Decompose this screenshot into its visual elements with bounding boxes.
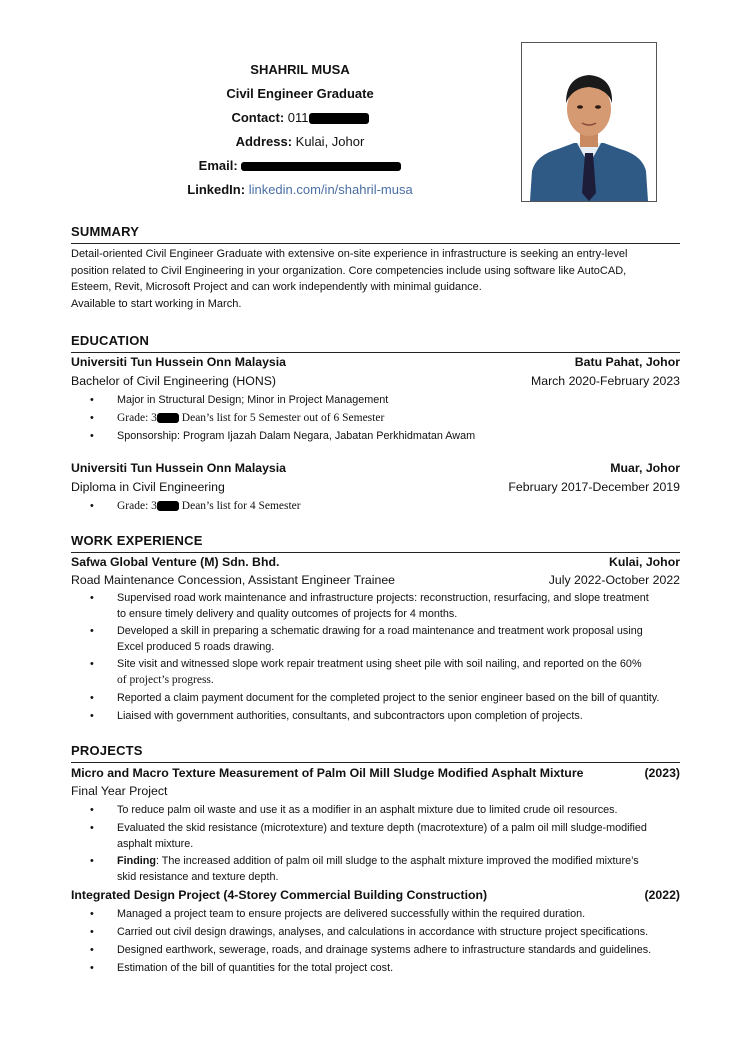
contact-line [0, 110, 600, 125]
list-item: • Developed a skill in preparing a schematic drawing for a road maintenance and treatment work proposal using Excel produced 5 roads drawing. [90, 623, 680, 655]
degree-name: Bachelor of Civil Engineering (HONS) [71, 374, 277, 388]
profile-photo [521, 42, 657, 202]
list-item: • Major in Structural Design; Minor in Project Management [90, 392, 680, 408]
redaction-mark [157, 501, 179, 511]
school-name: Universiti Tun Hussein Onn Malaysia [71, 461, 287, 475]
section-divider [71, 243, 680, 244]
list-item: • Designed earthwork, sewerage, roads, and drainage systems adhere to infrastructure standards and guidelines. [90, 942, 680, 958]
linkedin-link[interactable]: linkedin.com/in/shahril-musa [248, 182, 413, 197]
contact-value: 011 [287, 110, 309, 125]
list-item: • Estimation of the bill of quantities for the total project cost. [90, 960, 680, 976]
project-title: Micro and Macro Texture Measurement of Palm Oil Mill Sludge Modified Asphalt Mixture [71, 766, 584, 780]
contact-label: Contact: [231, 110, 285, 125]
redaction-mark [157, 413, 179, 423]
degree-dates: March 2020-February 2023 [530, 374, 680, 388]
work-entry-role [71, 573, 680, 587]
redaction-mark [309, 113, 369, 124]
section-divider [71, 762, 680, 763]
projects-heading: PROJECTS [71, 743, 143, 758]
linkedin-line [0, 182, 600, 197]
job-role: Road Maintenance Concession, Assistant Engineer Trainee [71, 573, 396, 587]
list-item: • Grade: 3 Dean’s list for 4 Semester [90, 498, 680, 514]
project-subtitle: Final Year Project [71, 784, 168, 798]
list-item: • Evaluated the skid resistance (microtexture) and texture depth (macrotexture) of a palm oil mill sludge-modified asphalt mixture. [90, 820, 680, 852]
grade-label: Grade: 3 [117, 412, 157, 424]
list-item: • Liaised with government authorities, consultants, and subcontractors upon completion of projects. [90, 708, 680, 724]
email-line [0, 158, 600, 173]
list-item: • Reported a claim payment document for the completed project to the senior engineer based on the bill of quantity. [90, 690, 680, 706]
job-dates: July 2022-October 2022 [548, 573, 680, 587]
summary-line: Available to start working in March. [71, 297, 242, 310]
degree-name: Diploma in Civil Engineering [71, 480, 225, 494]
summary-text [71, 246, 680, 312]
company-location: Kulai, Johor [608, 555, 680, 569]
address-label: Address: [235, 134, 293, 149]
list-item: • Managed a project team to ensure projects are delivered successfully within the required duration. [90, 906, 680, 922]
email-label: Email: [198, 158, 238, 173]
work-entry-header [71, 555, 680, 569]
list-item: • Supervised road work maintenance and infrastructure projects: reconstruction, resurfacing, and slope treatment to ensure timely delivery and quality outcomes of projects for 4 months. [90, 590, 680, 622]
address-value: Kulai, Johor [295, 134, 365, 149]
linkedin-label: LinkedIn: [187, 182, 246, 197]
list-item: • To reduce palm oil waste and use it as a modifier in an asphalt mixture due to limited crude oil resources. [90, 802, 680, 818]
project-year: (2022) [644, 888, 680, 902]
candidate-name: SHAHRIL MUSA [250, 62, 350, 77]
list-item: • Finding: The increased addition of palm oil mill sludge to the asphalt mixture improved the modified mixture’s skid resistance and texture depth. [90, 853, 680, 885]
project-year: (2023) [644, 766, 680, 780]
work-heading: WORK EXPERIENCE [71, 533, 203, 548]
education-entry-header [71, 461, 680, 475]
grade-label: Grade: 3 [117, 500, 157, 512]
section-divider [71, 352, 680, 353]
summary-line: Detail-oriented Civil Engineer Graduate with extensive on-site experience in infrastructure is seeking an entry-level [71, 248, 628, 260]
project-subtitle-row [71, 784, 680, 798]
summary-line: Esteem, Revit, Microsoft Project and can work independently with minimal guidance. [71, 281, 482, 293]
project-title: Integrated Design Project (4-Storey Commercial Building Construction) [71, 888, 488, 902]
summary-heading: SUMMARY [71, 224, 140, 239]
redaction-mark [241, 162, 401, 171]
list-item: • Carried out civil design drawings, analyses, and calculations in accordance with structure project specifications. [90, 924, 680, 940]
education-entry-degree [71, 374, 680, 388]
company-name: Safwa Global Venture (M) Sdn. Bhd. [71, 555, 280, 569]
education-heading: EDUCATION [71, 333, 150, 348]
address-line [0, 134, 600, 149]
school-location: Muar, Johor [610, 461, 680, 475]
candidate-title: Civil Engineer Graduate [226, 86, 374, 101]
section-divider [71, 552, 680, 553]
list-item: • Site visit and witnessed slope work repair treatment using sheet pile with soil nailing, and reported on the 60% of project’s progress. [90, 656, 680, 688]
finding-label: Finding [117, 855, 156, 867]
degree-dates: February 2017-December 2019 [508, 480, 680, 494]
education-entry-header [71, 355, 680, 369]
list-item: • Grade: 3 Dean’s list for 5 Semester out of 6 Semester [90, 410, 680, 426]
portrait-image [522, 43, 656, 201]
project-header [71, 766, 680, 780]
school-location: Batu Pahat, Johor [574, 355, 680, 369]
education-entry-degree [71, 480, 680, 494]
list-item: • Sponsorship: Program Ijazah Dalam Negara, Jabatan Perkhidmatan Awam [90, 428, 680, 444]
project-header [71, 888, 680, 902]
school-name: Universiti Tun Hussein Onn Malaysia [71, 355, 287, 369]
summary-line: position related to Civil Engineering in your organization. Core competencies include using software like AutoCAD, [71, 264, 627, 277]
